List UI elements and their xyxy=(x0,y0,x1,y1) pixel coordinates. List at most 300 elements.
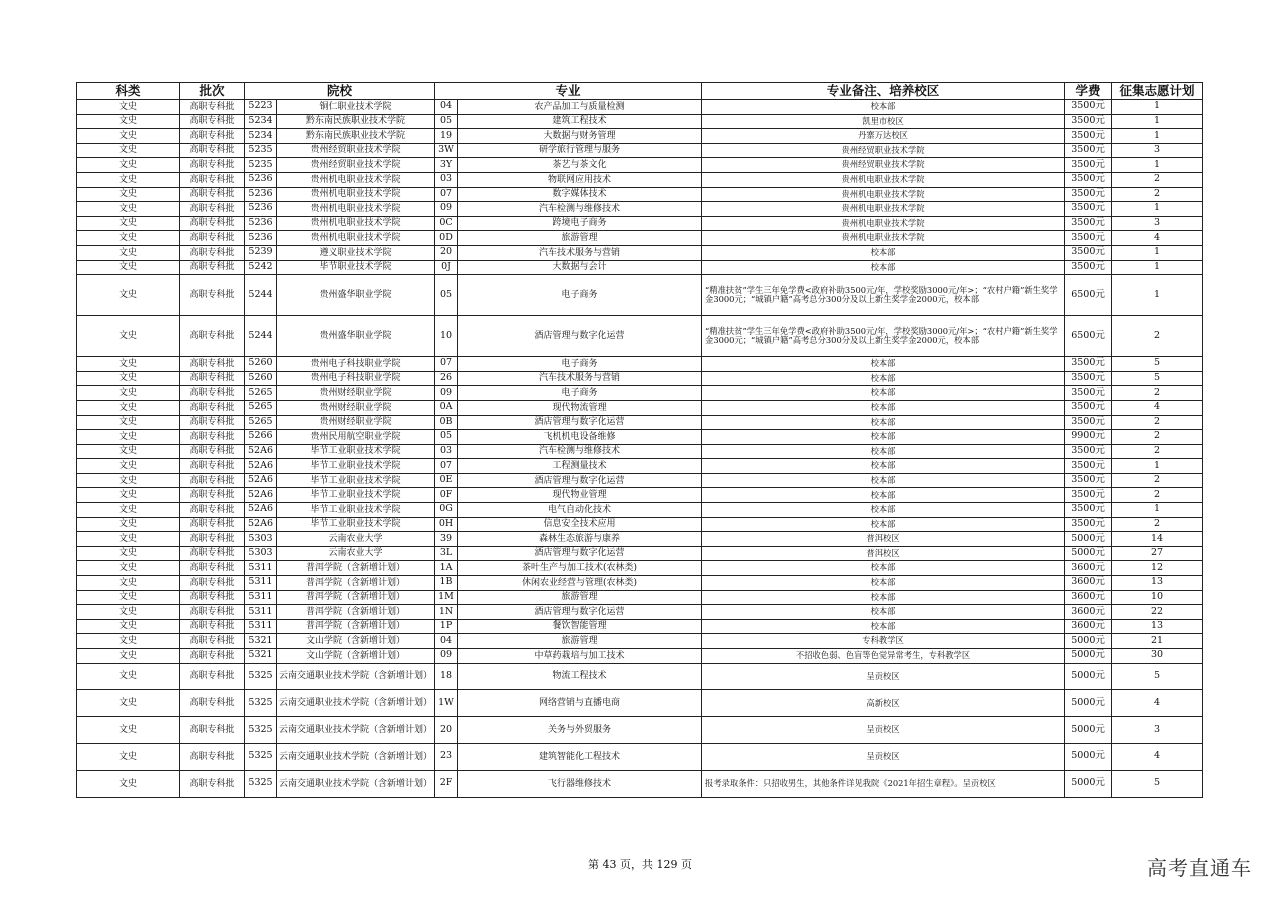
school-code-cell: 5260 xyxy=(245,357,277,372)
major-name-cell: 研学旅行管理与服务 xyxy=(458,143,702,158)
category-cell: 文史 xyxy=(77,634,180,649)
table-row xyxy=(77,488,1203,503)
school-code-cell: 5235 xyxy=(245,158,277,173)
table-row xyxy=(77,143,1203,158)
notes-cell: 校本部 xyxy=(702,503,1065,518)
category-cell: 文史 xyxy=(77,275,180,316)
major-name-cell: 建筑工程技术 xyxy=(458,114,702,129)
school-name-cell: 黔东南民族职业技术学院 xyxy=(277,114,435,129)
table-row xyxy=(77,415,1203,430)
school-code-cell: 5325 xyxy=(245,717,277,744)
major-name-cell: 餐饮智能管理 xyxy=(458,619,702,634)
major-name-cell: 信息安全技术应用 xyxy=(458,517,702,532)
school-name-cell: 毕节工业职业技术学院 xyxy=(277,488,435,503)
major-code-cell: 20 xyxy=(435,245,458,260)
batch-cell: 高职专科批 xyxy=(180,100,245,115)
tuition-cell: 3500元 xyxy=(1065,100,1112,115)
plan-cell: 1 xyxy=(1112,275,1203,316)
table-row xyxy=(77,690,1203,717)
table-row xyxy=(77,717,1203,744)
major-name-cell: 物流工程技术 xyxy=(458,663,702,690)
school-code-cell: 52A6 xyxy=(245,473,277,488)
school-name-cell: 普洱学院（含新增计划） xyxy=(277,561,435,576)
tuition-cell: 5000元 xyxy=(1065,532,1112,547)
category-cell: 文史 xyxy=(77,690,180,717)
table-row xyxy=(77,114,1203,129)
school-name-cell: 贵州盛华职业学院 xyxy=(277,316,435,357)
school-code-cell: 5303 xyxy=(245,546,277,561)
tuition-cell: 3500元 xyxy=(1065,357,1112,372)
school-code-cell: 5234 xyxy=(245,114,277,129)
major-code-cell: 1A xyxy=(435,561,458,576)
major-name-cell: 大数据与财务管理 xyxy=(458,129,702,144)
plan-cell: 2 xyxy=(1112,187,1203,202)
major-name-cell: 电子商务 xyxy=(458,275,702,316)
notes-cell: 报考录取条件：只招收男生，其他条件详见我院《2021年招生章程》。呈贡校区 xyxy=(702,770,1065,797)
table-row xyxy=(77,619,1203,634)
major-name-cell: 旅游管理 xyxy=(458,231,702,246)
notes-cell: 不招收色弱、色盲等色觉异常考生，专科教学区 xyxy=(702,649,1065,664)
plan-cell: 3 xyxy=(1112,216,1203,231)
category-cell: 文史 xyxy=(77,473,180,488)
school-name-cell: 毕节工业职业技术学院 xyxy=(277,517,435,532)
major-code-cell: 09 xyxy=(435,202,458,217)
school-name-cell: 云南交通职业技术学院（含新增计划） xyxy=(277,717,435,744)
batch-cell: 高职专科批 xyxy=(180,546,245,561)
batch-cell: 高职专科批 xyxy=(180,561,245,576)
batch-cell: 高职专科批 xyxy=(180,444,245,459)
school-code-cell: 5242 xyxy=(245,260,277,275)
major-code-cell: 05 xyxy=(435,430,458,445)
tuition-cell: 3500元 xyxy=(1065,216,1112,231)
batch-cell: 高职专科批 xyxy=(180,649,245,664)
batch-cell: 高职专科批 xyxy=(180,430,245,445)
plan-cell: 21 xyxy=(1112,634,1203,649)
plan-cell: 12 xyxy=(1112,561,1203,576)
table-row xyxy=(77,371,1203,386)
header-school: 院校 xyxy=(245,83,435,100)
header-tuition: 学费 xyxy=(1065,83,1112,100)
plan-cell: 27 xyxy=(1112,546,1203,561)
major-name-cell: 汽车技术服务与营销 xyxy=(458,371,702,386)
major-code-cell: 07 xyxy=(435,459,458,474)
school-name-cell: 普洱学院（含新增计划） xyxy=(277,576,435,591)
table-row xyxy=(77,275,1203,316)
major-code-cell: 0J xyxy=(435,260,458,275)
tuition-cell: 3500元 xyxy=(1065,158,1112,173)
notes-cell: 呈贡校区 xyxy=(702,743,1065,770)
notes-cell: 校本部 xyxy=(702,430,1065,445)
batch-cell: 高职专科批 xyxy=(180,717,245,744)
table-row xyxy=(77,532,1203,547)
header-major: 专业 xyxy=(435,83,702,100)
table-row xyxy=(77,546,1203,561)
category-cell: 文史 xyxy=(77,561,180,576)
school-name-cell: 云南农业大学 xyxy=(277,546,435,561)
major-code-cell: 05 xyxy=(435,114,458,129)
major-name-cell: 休闲农业经营与管理(农林类) xyxy=(458,576,702,591)
tuition-cell: 5000元 xyxy=(1065,717,1112,744)
major-name-cell: 电子商务 xyxy=(458,386,702,401)
school-name-cell: 云南农业大学 xyxy=(277,532,435,547)
table-row xyxy=(77,172,1203,187)
batch-cell: 高职专科批 xyxy=(180,488,245,503)
tuition-cell: 5000元 xyxy=(1065,546,1112,561)
plan-cell: 1 xyxy=(1112,245,1203,260)
notes-cell: 校本部 xyxy=(702,488,1065,503)
batch-cell: 高职专科批 xyxy=(180,158,245,173)
batch-cell: 高职专科批 xyxy=(180,415,245,430)
notes-cell: 校本部 xyxy=(702,357,1065,372)
category-cell: 文史 xyxy=(77,245,180,260)
plan-cell: 2 xyxy=(1112,430,1203,445)
tuition-cell: 3500元 xyxy=(1065,488,1112,503)
table-row xyxy=(77,158,1203,173)
school-code-cell: 52A6 xyxy=(245,517,277,532)
major-code-cell: 07 xyxy=(435,187,458,202)
school-code-cell: 5234 xyxy=(245,129,277,144)
category-cell: 文史 xyxy=(77,415,180,430)
school-code-cell: 5325 xyxy=(245,663,277,690)
major-name-cell: 汽车检测与维修技术 xyxy=(458,444,702,459)
major-code-cell: 1P xyxy=(435,619,458,634)
school-name-cell: 贵州机电职业技术学院 xyxy=(277,187,435,202)
batch-cell: 高职专科批 xyxy=(180,187,245,202)
school-name-cell: 毕节工业职业技术学院 xyxy=(277,444,435,459)
school-code-cell: 5311 xyxy=(245,576,277,591)
table-row xyxy=(77,129,1203,144)
major-code-cell: 3Y xyxy=(435,158,458,173)
major-code-cell: 09 xyxy=(435,386,458,401)
tuition-cell: 3500元 xyxy=(1065,473,1112,488)
category-cell: 文史 xyxy=(77,590,180,605)
category-cell: 文史 xyxy=(77,202,180,217)
plan-cell: 22 xyxy=(1112,605,1203,620)
major-code-cell: 20 xyxy=(435,717,458,744)
notes-cell: 丹寨万达校区 xyxy=(702,129,1065,144)
table-row xyxy=(77,459,1203,474)
table-row xyxy=(77,634,1203,649)
major-code-cell: 1N xyxy=(435,605,458,620)
major-name-cell: 现代物流管理 xyxy=(458,400,702,415)
school-name-cell: 文山学院（含新增计划） xyxy=(277,649,435,664)
school-code-cell: 5265 xyxy=(245,400,277,415)
tuition-cell: 5000元 xyxy=(1065,649,1112,664)
school-code-cell: 52A6 xyxy=(245,459,277,474)
school-code-cell: 5244 xyxy=(245,316,277,357)
notes-cell: 呈贡校区 xyxy=(702,717,1065,744)
school-code-cell: 52A6 xyxy=(245,488,277,503)
major-code-cell: 0C xyxy=(435,216,458,231)
category-cell: 文史 xyxy=(77,129,180,144)
category-cell: 文史 xyxy=(77,143,180,158)
major-name-cell: 酒店管理与数字化运营 xyxy=(458,546,702,561)
table-row xyxy=(77,444,1203,459)
batch-cell: 高职专科批 xyxy=(180,690,245,717)
table-row xyxy=(77,561,1203,576)
tuition-cell: 3500元 xyxy=(1065,231,1112,246)
category-cell: 文史 xyxy=(77,488,180,503)
major-name-cell: 跨境电子商务 xyxy=(458,216,702,231)
plan-cell: 1 xyxy=(1112,158,1203,173)
tuition-cell: 3600元 xyxy=(1065,619,1112,634)
table-row xyxy=(77,503,1203,518)
plan-cell: 2 xyxy=(1112,172,1203,187)
plan-cell: 5 xyxy=(1112,371,1203,386)
category-cell: 文史 xyxy=(77,187,180,202)
major-code-cell: 0F xyxy=(435,488,458,503)
category-cell: 文史 xyxy=(77,770,180,797)
major-name-cell: 现代物业管理 xyxy=(458,488,702,503)
category-cell: 文史 xyxy=(77,316,180,357)
batch-cell: 高职专科批 xyxy=(180,275,245,316)
major-code-cell: 09 xyxy=(435,649,458,664)
batch-cell: 高职专科批 xyxy=(180,634,245,649)
header-batch: 批次 xyxy=(180,83,245,100)
school-code-cell: 5236 xyxy=(245,231,277,246)
plan-cell: 1 xyxy=(1112,503,1203,518)
category-cell: 文史 xyxy=(77,260,180,275)
notes-cell: 校本部 xyxy=(702,459,1065,474)
major-name-cell: 数字媒体技术 xyxy=(458,187,702,202)
major-code-cell: 1M xyxy=(435,590,458,605)
batch-cell: 高职专科批 xyxy=(180,619,245,634)
school-name-cell: 贵州民用航空职业学院 xyxy=(277,430,435,445)
school-code-cell: 5266 xyxy=(245,430,277,445)
school-code-cell: 52A6 xyxy=(245,444,277,459)
plan-cell: 14 xyxy=(1112,532,1203,547)
school-name-cell: 贵州电子科技职业学院 xyxy=(277,357,435,372)
plan-cell: 1 xyxy=(1112,202,1203,217)
category-cell: 文史 xyxy=(77,430,180,445)
major-code-cell: 3L xyxy=(435,546,458,561)
category-cell: 文史 xyxy=(77,172,180,187)
school-name-cell: 文山学院（含新增计划） xyxy=(277,634,435,649)
batch-cell: 高职专科批 xyxy=(180,129,245,144)
tuition-cell: 3500元 xyxy=(1065,260,1112,275)
header-plan: 征集志愿计划 xyxy=(1112,83,1203,100)
batch-cell: 高职专科批 xyxy=(180,216,245,231)
watermark-text: 高考直通车 xyxy=(1147,856,1252,880)
major-code-cell: 3W xyxy=(435,143,458,158)
table-row xyxy=(77,770,1203,797)
table-row xyxy=(77,357,1203,372)
notes-cell: 校本部 xyxy=(702,371,1065,386)
major-code-cell: 0B xyxy=(435,415,458,430)
notes-cell: 普洱校区 xyxy=(702,546,1065,561)
plan-cell: 10 xyxy=(1112,590,1203,605)
table-row xyxy=(77,605,1203,620)
tuition-cell: 3500元 xyxy=(1065,129,1112,144)
notes-cell: 专科教学区 xyxy=(702,634,1065,649)
plan-cell: 1 xyxy=(1112,459,1203,474)
school-code-cell: 5239 xyxy=(245,245,277,260)
school-name-cell: 贵州经贸职业技术学院 xyxy=(277,143,435,158)
category-cell: 文史 xyxy=(77,649,180,664)
school-code-cell: 5311 xyxy=(245,605,277,620)
tuition-cell: 5000元 xyxy=(1065,743,1112,770)
table-row xyxy=(77,400,1203,415)
notes-cell: 校本部 xyxy=(702,561,1065,576)
major-name-cell: 电子商务 xyxy=(458,357,702,372)
tuition-cell: 3600元 xyxy=(1065,561,1112,576)
notes-cell: 贵州机电职业技术学院 xyxy=(702,187,1065,202)
category-cell: 文史 xyxy=(77,576,180,591)
category-cell: 文史 xyxy=(77,100,180,115)
plan-cell: 3 xyxy=(1112,717,1203,744)
major-name-cell: 飞行器维修技术 xyxy=(458,770,702,797)
school-name-cell: 贵州财经职业学院 xyxy=(277,400,435,415)
plan-cell: 13 xyxy=(1112,576,1203,591)
notes-cell: 贵州机电职业技术学院 xyxy=(702,172,1065,187)
category-cell: 文史 xyxy=(77,546,180,561)
major-code-cell: 1W xyxy=(435,690,458,717)
major-name-cell: 关务与外贸服务 xyxy=(458,717,702,744)
notes-cell: 校本部 xyxy=(702,415,1065,430)
header-notes: 专业备注、培养校区 xyxy=(702,83,1065,100)
plan-cell: 5 xyxy=(1112,357,1203,372)
table-row xyxy=(77,576,1203,591)
major-code-cell: 10 xyxy=(435,316,458,357)
tuition-cell: 5000元 xyxy=(1065,770,1112,797)
major-name-cell: 网络营销与直播电商 xyxy=(458,690,702,717)
notes-cell: 校本部 xyxy=(702,386,1065,401)
major-name-cell: 物联网应用技术 xyxy=(458,172,702,187)
batch-cell: 高职专科批 xyxy=(180,245,245,260)
school-code-cell: 5260 xyxy=(245,371,277,386)
school-name-cell: 贵州财经职业学院 xyxy=(277,415,435,430)
batch-cell: 高职专科批 xyxy=(180,260,245,275)
table-row xyxy=(77,386,1203,401)
tuition-cell: 3500元 xyxy=(1065,503,1112,518)
batch-cell: 高职专科批 xyxy=(180,663,245,690)
notes-cell: 校本部 xyxy=(702,473,1065,488)
school-code-cell: 5244 xyxy=(245,275,277,316)
batch-cell: 高职专科批 xyxy=(180,459,245,474)
major-name-cell: 建筑智能化工程技术 xyxy=(458,743,702,770)
plan-cell: 4 xyxy=(1112,231,1203,246)
major-code-cell: 26 xyxy=(435,371,458,386)
major-name-cell: 森林生态旅游与康养 xyxy=(458,532,702,547)
plan-cell: 5 xyxy=(1112,770,1203,797)
tuition-cell: 3500元 xyxy=(1065,187,1112,202)
school-name-cell: 普洱学院（含新增计划） xyxy=(277,605,435,620)
major-code-cell: 0G xyxy=(435,503,458,518)
major-name-cell: 旅游管理 xyxy=(458,590,702,605)
table-row xyxy=(77,316,1203,357)
tuition-cell: 5000元 xyxy=(1065,690,1112,717)
category-cell: 文史 xyxy=(77,386,180,401)
batch-cell: 高职专科批 xyxy=(180,743,245,770)
batch-cell: 高职专科批 xyxy=(180,371,245,386)
category-cell: 文史 xyxy=(77,400,180,415)
school-name-cell: 毕节工业职业技术学院 xyxy=(277,459,435,474)
major-code-cell: 19 xyxy=(435,129,458,144)
school-name-cell: 毕节工业职业技术学院 xyxy=(277,503,435,518)
plan-cell: 3 xyxy=(1112,143,1203,158)
major-code-cell: 0E xyxy=(435,473,458,488)
major-name-cell: 酒店管理与数字化运营 xyxy=(458,316,702,357)
notes-cell: 贵州经贸职业技术学院 xyxy=(702,143,1065,158)
table-row xyxy=(77,473,1203,488)
plan-cell: 1 xyxy=(1112,260,1203,275)
major-code-cell: 0A xyxy=(435,400,458,415)
batch-cell: 高职专科批 xyxy=(180,114,245,129)
notes-cell: 凯里市校区 xyxy=(702,114,1065,129)
school-code-cell: 5325 xyxy=(245,770,277,797)
batch-cell: 高职专科批 xyxy=(180,517,245,532)
major-name-cell: 工程测量技术 xyxy=(458,459,702,474)
major-code-cell: 23 xyxy=(435,743,458,770)
major-name-cell: 大数据与会计 xyxy=(458,260,702,275)
major-name-cell: 茶艺与茶文化 xyxy=(458,158,702,173)
school-name-cell: 毕节工业职业技术学院 xyxy=(277,473,435,488)
school-code-cell: 5311 xyxy=(245,619,277,634)
table-row xyxy=(77,649,1203,664)
major-name-cell: 中草药栽培与加工技术 xyxy=(458,649,702,664)
plan-cell: 2 xyxy=(1112,517,1203,532)
school-name-cell: 遵义职业技术学院 xyxy=(277,245,435,260)
category-cell: 文史 xyxy=(77,517,180,532)
tuition-cell: 3500元 xyxy=(1065,386,1112,401)
batch-cell: 高职专科批 xyxy=(180,231,245,246)
school-code-cell: 5223 xyxy=(245,100,277,115)
major-code-cell: 1B xyxy=(435,576,458,591)
tuition-cell: 6500元 xyxy=(1065,316,1112,357)
category-cell: 文史 xyxy=(77,444,180,459)
notes-cell: 校本部 xyxy=(702,100,1065,115)
major-name-cell: 电气自动化技术 xyxy=(458,503,702,518)
tuition-cell: 9900元 xyxy=(1065,430,1112,445)
major-code-cell: 0D xyxy=(435,231,458,246)
category-cell: 文史 xyxy=(77,371,180,386)
batch-cell: 高职专科批 xyxy=(180,576,245,591)
notes-cell: 校本部 xyxy=(702,619,1065,634)
category-cell: 文史 xyxy=(77,717,180,744)
school-code-cell: 5321 xyxy=(245,649,277,664)
table-row xyxy=(77,245,1203,260)
tuition-cell: 3500元 xyxy=(1065,202,1112,217)
table-row xyxy=(77,590,1203,605)
major-name-cell: 汽车技术服务与营销 xyxy=(458,245,702,260)
notes-cell: 校本部 xyxy=(702,260,1065,275)
tuition-cell: 6500元 xyxy=(1065,275,1112,316)
batch-cell: 高职专科批 xyxy=(180,770,245,797)
major-name-cell: 酒店管理与数字化运营 xyxy=(458,415,702,430)
batch-cell: 高职专科批 xyxy=(180,532,245,547)
plan-cell: 4 xyxy=(1112,743,1203,770)
category-cell: 文史 xyxy=(77,114,180,129)
major-name-cell: 酒店管理与数字化运营 xyxy=(458,473,702,488)
tuition-cell: 5000元 xyxy=(1065,663,1112,690)
school-name-cell: 贵州机电职业技术学院 xyxy=(277,202,435,217)
notes-cell: 高新校区 xyxy=(702,690,1065,717)
notes-cell: 呈贡校区 xyxy=(702,663,1065,690)
plan-cell: 13 xyxy=(1112,619,1203,634)
tuition-cell: 3500元 xyxy=(1065,114,1112,129)
major-code-cell: 18 xyxy=(435,663,458,690)
category-cell: 文史 xyxy=(77,357,180,372)
plan-cell: 4 xyxy=(1112,400,1203,415)
tuition-cell: 5000元 xyxy=(1065,634,1112,649)
notes-cell: 贵州机电职业技术学院 xyxy=(702,231,1065,246)
batch-cell: 高职专科批 xyxy=(180,316,245,357)
admission-plan-table xyxy=(76,82,1203,798)
school-name-cell: 贵州机电职业技术学院 xyxy=(277,172,435,187)
major-code-cell: 05 xyxy=(435,275,458,316)
category-cell: 文史 xyxy=(77,532,180,547)
batch-cell: 高职专科批 xyxy=(180,503,245,518)
